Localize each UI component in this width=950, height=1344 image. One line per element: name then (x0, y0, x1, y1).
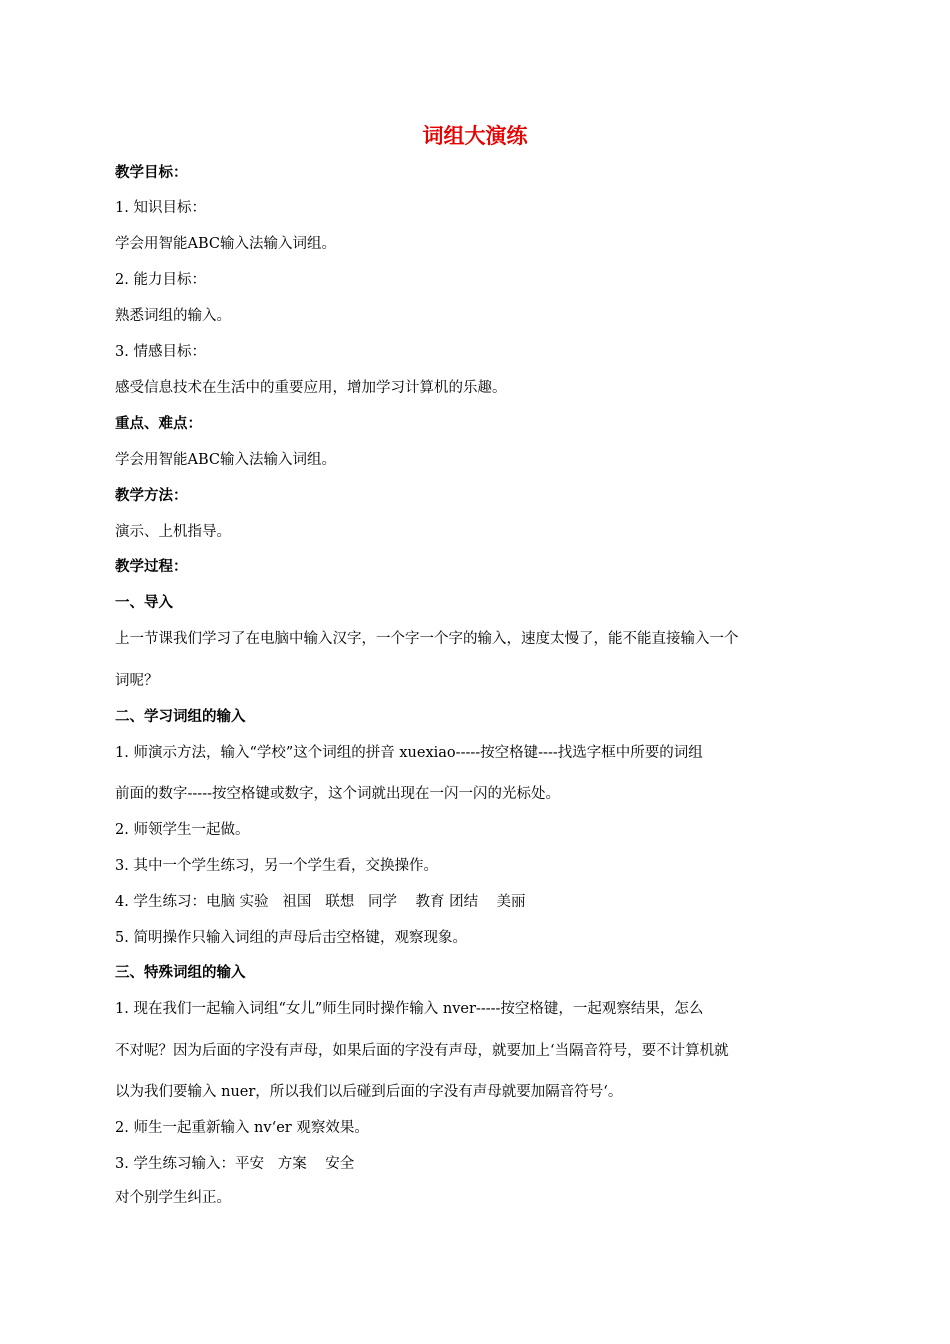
heading-key-points: 重点、难点： (115, 416, 202, 432)
correction-note: 对个别学生纠正。 (115, 1190, 231, 1206)
goal-emotion-text: 感受信息技术在生活中的重要应用，增加学习计算机的乐趣。 (115, 380, 507, 396)
document-title: 词组大演练 (422, 124, 528, 148)
learn-step-5: 5. 简明操作只输入词组的声母后击空格键，观察现象。 (115, 930, 467, 946)
intro-paragraph-line-1: 上一节课我们学习了在电脑中输入汉字，一个字一个字的输入，速度太慢了，能不能直接输入一个 (115, 631, 739, 647)
special-step-1-line-1: 1. 现在我们一起输入词组“女儿”师生同时操作输入 nver-----按空格键，一起观察结果，怎么 (115, 1001, 704, 1017)
heading-teaching-process: 教学过程： (115, 559, 188, 575)
goal-ability-text: 熟悉词组的输入。 (115, 308, 231, 324)
section-intro-heading: 一、导入 (115, 595, 173, 611)
learn-step-2: 2. 师领学生一起做。 (115, 822, 250, 838)
learn-step-1-line-2: 前面的数字-----按空格键或数字，这个词就出现在一闪一闪的光标处。 (115, 786, 560, 802)
key-points-text: 学会用智能ABC输入法输入词组。 (115, 452, 336, 468)
special-step-1-line-2: 不对呢？因为后面的字没有声母，如果后面的字没有声母，就要加上‘当隔音符号，要不计算机就 (115, 1043, 729, 1059)
special-step-3: 3. 学生练习输入：平安 方案 安全 (115, 1156, 355, 1172)
heading-teaching-method: 教学方法： (115, 488, 188, 504)
learn-step-3: 3. 其中一个学生练习，另一个学生看，交换操作。 (115, 858, 438, 874)
section-special-heading: 三、特殊词组的输入 (115, 965, 246, 981)
special-step-2: 2. 师生一起重新输入 nv‘er 观察效果。 (115, 1120, 369, 1136)
goal-knowledge-label: 1. 知识目标： (115, 200, 206, 216)
section-learn-heading: 二、学习词组的输入 (115, 709, 246, 725)
heading-teaching-goals: 教学目标： (115, 165, 188, 181)
learn-step-4: 4. 学生练习：电脑 实验 祖国 联想 同学 教育 团结 美丽 (115, 894, 526, 910)
goal-ability-label: 2. 能力目标： (115, 272, 206, 288)
goal-emotion-label: 3. 情感目标： (115, 344, 206, 360)
special-step-1-line-3: 以为我们要输入 nuer，所以我们以后碰到后面的字没有声母就要加隔音符号‘。 (115, 1084, 623, 1100)
teaching-method-text: 演示、上机指导。 (115, 524, 231, 540)
goal-knowledge-text: 学会用智能ABC输入法输入词组。 (115, 236, 336, 252)
learn-step-1-line-1: 1. 师演示方法，输入“学校”这个词组的拼音 xuexiao-----按空格键----找选字框中所要的词组 (115, 745, 703, 761)
intro-paragraph-line-2: 词呢？ (115, 673, 159, 689)
